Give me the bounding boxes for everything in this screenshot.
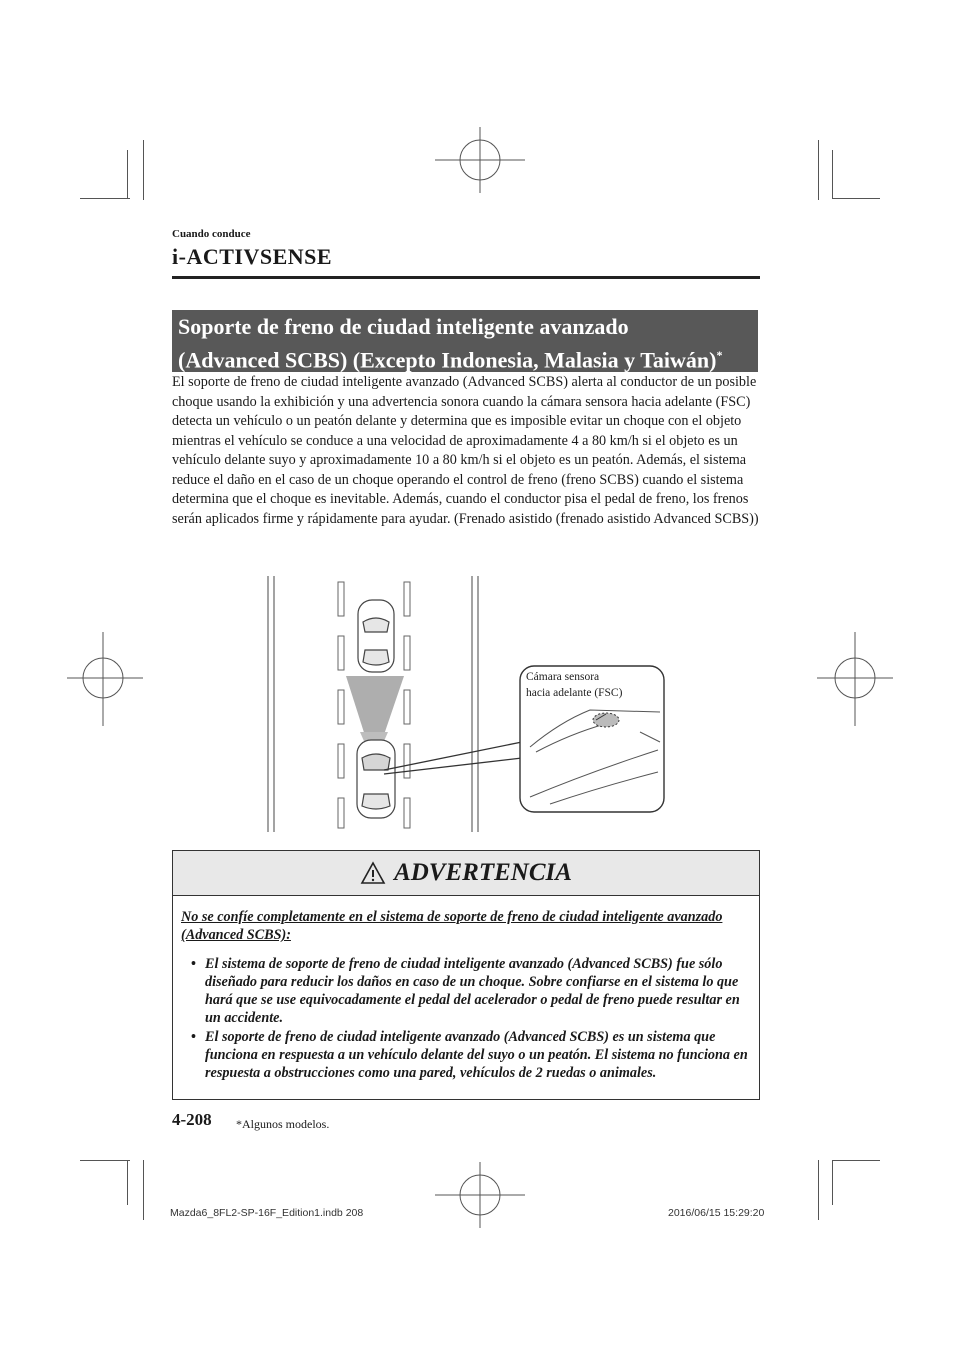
- registration-mark-top: [430, 125, 530, 195]
- warning-list: [181, 955, 749, 1083]
- bullet: •: [191, 955, 196, 972]
- scbs-illustration: [260, 572, 670, 834]
- callout-label-line1: Cámara sensora: [526, 671, 600, 683]
- registration-mark-left: [65, 630, 145, 730]
- list-item: • El sistema de soporte de freno de ciudad inteligente avanzado (Advanced SCBS) fue sólo diseñado para reducir los daños en caso de un choque. Sobre confiarse en el sistema lo que hará que se use equivocadamente el pedal del acelerador o pedal de freno puede resultar en un accidente.: [191, 955, 740, 1027]
- footnote-mark: *: [716, 348, 723, 362]
- own-car: [357, 740, 395, 818]
- chapter-label: Cuando conduce: [172, 228, 251, 240]
- print-file-info: Mazda6_8FL2-SP-16F_Edition1.indb 208: [170, 1207, 364, 1219]
- lead-car: [358, 600, 394, 672]
- topic-heading-line2: (Advanced SCBS) (Excepto Indonesia, Malasia y Taiwán)*: [178, 347, 723, 373]
- warning-triangle-icon: [360, 861, 386, 885]
- topic-heading-line1: Soporte de freno de ciudad inteligente avanzado: [178, 314, 629, 339]
- intro-paragraph: El soporte de freno de ciudad inteligente avanzado (Advanced SCBS) alerta al conductor de un posible choque usando la exhibición y una advertencia sonora cuando la cámara sensora hacia adelante (FSC) detecta un vehículo o un peatón delante y determina que es imposible evitar un choque con el objeto mientras el vehículo se conduce a una velocidad de aproximadamente 4 a 80 km/h si el objeto es un vehículo delante suyo y aproximadamente 10 a 80 km/h si el objeto es un peatón. Además, el sistema reduce el daño en el caso de un choque operando el control de freno (freno SCBS) cuando el sistema determina que el choque es inevitable. Además, cuando el conductor pisa el pedal de freno, los frenos serán aplicados firme y rápidamente para ayudar. (Frenado asistido (frenado asistido Advanced SCBS)): [172, 374, 759, 527]
- print-timestamp: 2016/06/15 15:29:20: [668, 1207, 765, 1219]
- registration-mark-right: [815, 630, 895, 730]
- topic-heading: [172, 310, 758, 372]
- bullet: •: [191, 1028, 196, 1045]
- warning-body: [173, 896, 759, 1083]
- warning-lead: No se confíe completamente en el sistema de soporte de freno de ciudad inteligente avanzado (Advanced SCBS):: [181, 909, 723, 944]
- warning-box: [172, 850, 760, 1100]
- header-rule: [172, 276, 760, 279]
- list-item: • El soporte de freno de ciudad inteligente avanzado (Advanced SCBS) es un sistema que funciona en respuesta a un vehículo delante del suyo o un peatón. El sistema no funciona en respuesta a obstrucciones como una pared, vehículos de 2 ruedas o animales.: [191, 1028, 748, 1082]
- page-number: 4-208: [172, 1110, 212, 1129]
- warning-header: [173, 851, 759, 896]
- warning-title: ADVERTENCIA: [394, 859, 572, 886]
- registration-mark-bottom: [430, 1160, 530, 1230]
- footnote: *Algunos modelos.: [236, 1117, 330, 1131]
- section-title: i-ACTIVSENSE: [172, 244, 333, 269]
- callout-label-line2: hacia adelante (FSC): [526, 687, 623, 699]
